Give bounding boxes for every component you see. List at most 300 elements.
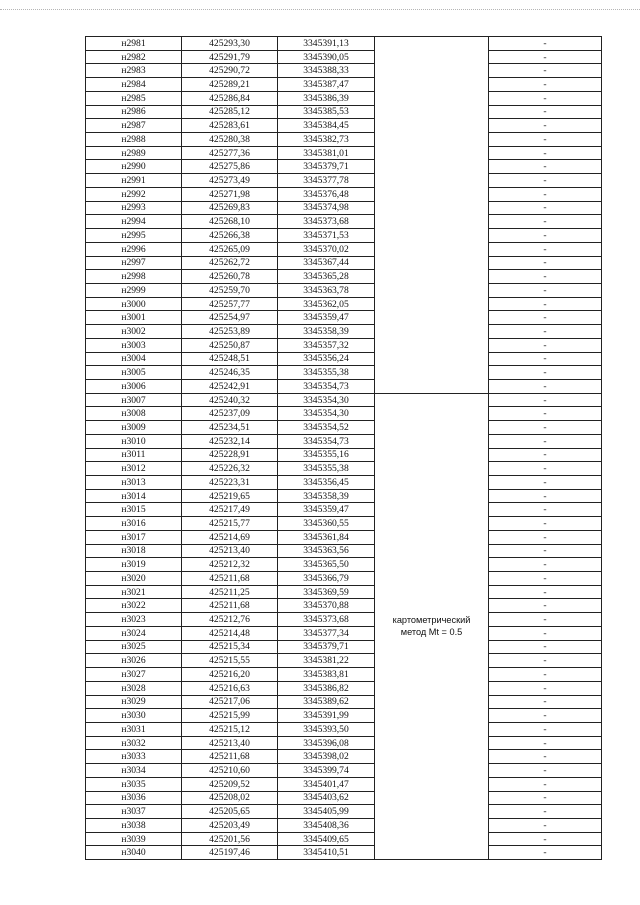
x-coordinate-cell: 425240,32 <box>182 393 278 407</box>
accuracy-cell: - <box>489 297 602 311</box>
accuracy-cell: - <box>489 407 602 421</box>
y-coordinate-cell: 3345408,36 <box>278 818 375 832</box>
x-coordinate-cell: 425211,68 <box>182 599 278 613</box>
table-row <box>86 530 602 544</box>
table-row <box>86 119 602 133</box>
y-coordinate-cell: 3345354,30 <box>278 393 375 407</box>
table-row <box>86 709 602 723</box>
table-row <box>86 37 602 51</box>
accuracy-cell: - <box>489 764 602 778</box>
table-row <box>86 558 602 572</box>
x-coordinate-cell: 425210,60 <box>182 764 278 778</box>
x-coordinate-cell: 425228,91 <box>182 448 278 462</box>
accuracy-cell: - <box>489 50 602 64</box>
x-coordinate-cell: 425273,49 <box>182 174 278 188</box>
point-id-cell: н2984 <box>86 78 182 92</box>
y-coordinate-cell: 3345386,82 <box>278 681 375 695</box>
y-coordinate-cell: 3345409,65 <box>278 832 375 846</box>
accuracy-cell: - <box>489 448 602 462</box>
point-id-cell: н3007 <box>86 393 182 407</box>
table-row <box>86 256 602 270</box>
table-row <box>86 215 602 229</box>
point-id-cell: н3013 <box>86 476 182 490</box>
y-coordinate-cell: 3345358,39 <box>278 325 375 339</box>
x-coordinate-cell: 425223,31 <box>182 476 278 490</box>
point-id-cell: н2986 <box>86 105 182 119</box>
y-coordinate-cell: 3345370,02 <box>278 242 375 256</box>
table-row <box>86 695 602 709</box>
y-coordinate-cell: 3345354,73 <box>278 379 375 393</box>
point-id-cell: н3026 <box>86 654 182 668</box>
table-row <box>86 105 602 119</box>
accuracy-cell: - <box>489 530 602 544</box>
accuracy-cell: - <box>489 352 602 366</box>
x-coordinate-cell: 425203,49 <box>182 818 278 832</box>
point-id-cell: н2993 <box>86 201 182 215</box>
point-id-cell: н2999 <box>86 283 182 297</box>
x-coordinate-cell: 425216,20 <box>182 668 278 682</box>
y-coordinate-cell: 3345405,99 <box>278 805 375 819</box>
table-row <box>86 352 602 366</box>
point-id-cell: н3038 <box>86 818 182 832</box>
accuracy-cell: - <box>489 805 602 819</box>
y-coordinate-cell: 3345387,47 <box>278 78 375 92</box>
point-id-cell: н2996 <box>86 242 182 256</box>
accuracy-cell: - <box>489 517 602 531</box>
point-id-cell: н3003 <box>86 338 182 352</box>
x-coordinate-cell: 425283,61 <box>182 119 278 133</box>
point-id-cell: н3017 <box>86 530 182 544</box>
accuracy-cell: - <box>489 421 602 435</box>
y-coordinate-cell: 3345388,33 <box>278 64 375 78</box>
x-coordinate-cell: 425260,78 <box>182 270 278 284</box>
point-id-cell: н3020 <box>86 572 182 586</box>
x-coordinate-cell: 425213,40 <box>182 544 278 558</box>
point-id-cell: н3018 <box>86 544 182 558</box>
point-id-cell: н3011 <box>86 448 182 462</box>
point-id-cell: н3040 <box>86 846 182 860</box>
point-id-cell: н2987 <box>86 119 182 133</box>
y-coordinate-cell: 3345381,22 <box>278 654 375 668</box>
table-row <box>86 681 602 695</box>
point-id-cell: н2990 <box>86 160 182 174</box>
table-row <box>86 585 602 599</box>
x-coordinate-cell: 425212,76 <box>182 613 278 627</box>
accuracy-cell: - <box>489 558 602 572</box>
y-coordinate-cell: 3345379,71 <box>278 160 375 174</box>
point-id-cell: н3027 <box>86 668 182 682</box>
point-id-cell: н3033 <box>86 750 182 764</box>
accuracy-cell: - <box>489 91 602 105</box>
accuracy-cell: - <box>489 640 602 654</box>
table-row <box>86 722 602 736</box>
accuracy-cell: - <box>489 544 602 558</box>
y-coordinate-cell: 3345356,24 <box>278 352 375 366</box>
y-coordinate-cell: 3345357,32 <box>278 338 375 352</box>
x-coordinate-cell: 425268,10 <box>182 215 278 229</box>
accuracy-cell: - <box>489 777 602 791</box>
point-id-cell: н2994 <box>86 215 182 229</box>
accuracy-cell: - <box>489 654 602 668</box>
x-coordinate-cell: 425214,48 <box>182 626 278 640</box>
x-coordinate-cell: 425271,98 <box>182 187 278 201</box>
y-coordinate-cell: 3345398,02 <box>278 750 375 764</box>
coordinates-table-body <box>86 37 602 860</box>
y-coordinate-cell: 3345354,30 <box>278 407 375 421</box>
x-coordinate-cell: 425219,65 <box>182 489 278 503</box>
y-coordinate-cell: 3345363,78 <box>278 283 375 297</box>
table-row <box>86 91 602 105</box>
x-coordinate-cell: 425253,89 <box>182 325 278 339</box>
point-id-cell: н3034 <box>86 764 182 778</box>
x-coordinate-cell: 425208,02 <box>182 791 278 805</box>
table-row <box>86 517 602 531</box>
y-coordinate-cell: 3345369,59 <box>278 585 375 599</box>
accuracy-cell: - <box>489 146 602 160</box>
accuracy-cell: - <box>489 613 602 627</box>
y-coordinate-cell: 3345358,39 <box>278 489 375 503</box>
accuracy-cell: - <box>489 379 602 393</box>
y-coordinate-cell: 3345377,78 <box>278 174 375 188</box>
table-row <box>86 393 602 407</box>
point-id-cell: н3005 <box>86 366 182 380</box>
y-coordinate-cell: 3345371,53 <box>278 229 375 243</box>
method-cell <box>375 37 489 394</box>
point-id-cell: н3030 <box>86 709 182 723</box>
y-coordinate-cell: 3345362,05 <box>278 297 375 311</box>
table-row <box>86 832 602 846</box>
table-row <box>86 311 602 325</box>
x-coordinate-cell: 425214,69 <box>182 530 278 544</box>
x-coordinate-cell: 425285,12 <box>182 105 278 119</box>
x-coordinate-cell: 425217,49 <box>182 503 278 517</box>
y-coordinate-cell: 3345381,01 <box>278 146 375 160</box>
x-coordinate-cell: 425265,09 <box>182 242 278 256</box>
x-coordinate-cell: 425246,35 <box>182 366 278 380</box>
table-row <box>86 654 602 668</box>
accuracy-cell: - <box>489 283 602 297</box>
point-id-cell: н2991 <box>86 174 182 188</box>
x-coordinate-cell: 425209,52 <box>182 777 278 791</box>
point-id-cell: н3000 <box>86 297 182 311</box>
x-coordinate-cell: 425205,65 <box>182 805 278 819</box>
y-coordinate-cell: 3345373,68 <box>278 215 375 229</box>
x-coordinate-cell: 425226,32 <box>182 462 278 476</box>
y-coordinate-cell: 3345391,13 <box>278 37 375 51</box>
accuracy-cell: - <box>489 215 602 229</box>
y-coordinate-cell: 3345384,45 <box>278 119 375 133</box>
accuracy-cell: - <box>489 585 602 599</box>
accuracy-cell: - <box>489 160 602 174</box>
point-id-cell: н3025 <box>86 640 182 654</box>
point-id-cell: н3029 <box>86 695 182 709</box>
table-row <box>86 407 602 421</box>
y-coordinate-cell: 3345401,47 <box>278 777 375 791</box>
table-row <box>86 78 602 92</box>
point-id-cell: н3006 <box>86 379 182 393</box>
point-id-cell: н3023 <box>86 613 182 627</box>
accuracy-cell: - <box>489 750 602 764</box>
table-row <box>86 283 602 297</box>
accuracy-cell: - <box>489 311 602 325</box>
y-coordinate-cell: 3345391,99 <box>278 709 375 723</box>
y-coordinate-cell: 3345377,34 <box>278 626 375 640</box>
table-row <box>86 50 602 64</box>
point-id-cell: н3010 <box>86 434 182 448</box>
table-row <box>86 777 602 791</box>
x-coordinate-cell: 425217,06 <box>182 695 278 709</box>
y-coordinate-cell: 3345365,50 <box>278 558 375 572</box>
y-coordinate-cell: 3345359,47 <box>278 503 375 517</box>
x-coordinate-cell: 425197,46 <box>182 846 278 860</box>
x-coordinate-cell: 425275,86 <box>182 160 278 174</box>
y-coordinate-cell: 3345389,62 <box>278 695 375 709</box>
table-row <box>86 846 602 860</box>
accuracy-cell: - <box>489 133 602 147</box>
accuracy-cell: - <box>489 736 602 750</box>
accuracy-cell: - <box>489 599 602 613</box>
y-coordinate-cell: 3345359,47 <box>278 311 375 325</box>
table-row <box>86 764 602 778</box>
accuracy-cell: - <box>489 476 602 490</box>
accuracy-cell: - <box>489 668 602 682</box>
table-row <box>86 750 602 764</box>
accuracy-cell: - <box>489 709 602 723</box>
point-id-cell: н2997 <box>86 256 182 270</box>
y-coordinate-cell: 3345355,38 <box>278 366 375 380</box>
point-id-cell: н3035 <box>86 777 182 791</box>
x-coordinate-cell: 425293,30 <box>182 37 278 51</box>
table-row <box>86 174 602 188</box>
table-row <box>86 201 602 215</box>
accuracy-cell: - <box>489 201 602 215</box>
x-coordinate-cell: 425215,12 <box>182 722 278 736</box>
table-row <box>86 146 602 160</box>
point-id-cell: н2985 <box>86 91 182 105</box>
table-row <box>86 434 602 448</box>
table-row <box>86 270 602 284</box>
x-coordinate-cell: 425201,56 <box>182 832 278 846</box>
point-id-cell: н2983 <box>86 64 182 78</box>
point-id-cell: н2989 <box>86 146 182 160</box>
y-coordinate-cell: 3345366,79 <box>278 572 375 586</box>
accuracy-cell: - <box>489 503 602 517</box>
accuracy-cell: - <box>489 78 602 92</box>
table-row <box>86 64 602 78</box>
x-coordinate-cell: 425254,97 <box>182 311 278 325</box>
table-row <box>86 462 602 476</box>
table-row <box>86 476 602 490</box>
y-coordinate-cell: 3345354,52 <box>278 421 375 435</box>
y-coordinate-cell: 3345365,28 <box>278 270 375 284</box>
x-coordinate-cell: 425289,21 <box>182 78 278 92</box>
table-row <box>86 325 602 339</box>
accuracy-cell: - <box>489 325 602 339</box>
point-id-cell: н3039 <box>86 832 182 846</box>
accuracy-cell: - <box>489 119 602 133</box>
accuracy-cell: - <box>489 572 602 586</box>
y-coordinate-cell: 3345373,68 <box>278 613 375 627</box>
x-coordinate-cell: 425211,68 <box>182 750 278 764</box>
y-coordinate-cell: 3345410,51 <box>278 846 375 860</box>
point-id-cell: н2995 <box>86 229 182 243</box>
point-id-cell: н3019 <box>86 558 182 572</box>
accuracy-cell: - <box>489 174 602 188</box>
y-coordinate-cell: 3345354,73 <box>278 434 375 448</box>
point-id-cell: н3022 <box>86 599 182 613</box>
accuracy-cell: - <box>489 462 602 476</box>
table-row <box>86 503 602 517</box>
accuracy-cell: - <box>489 791 602 805</box>
accuracy-cell: - <box>489 818 602 832</box>
y-coordinate-cell: 3345360,55 <box>278 517 375 531</box>
table-row <box>86 338 602 352</box>
method-text-line: метод Mt = 0.5 <box>400 627 463 638</box>
point-id-cell: н3036 <box>86 791 182 805</box>
x-coordinate-cell: 425212,32 <box>182 558 278 572</box>
accuracy-cell: - <box>489 338 602 352</box>
x-coordinate-cell: 425259,70 <box>182 283 278 297</box>
table-row <box>86 229 602 243</box>
point-id-cell: н3009 <box>86 421 182 435</box>
y-coordinate-cell: 3345355,16 <box>278 448 375 462</box>
x-coordinate-cell: 425286,84 <box>182 91 278 105</box>
x-coordinate-cell: 425291,79 <box>182 50 278 64</box>
x-coordinate-cell: 425242,91 <box>182 379 278 393</box>
x-coordinate-cell: 425211,25 <box>182 585 278 599</box>
x-coordinate-cell: 425215,77 <box>182 517 278 531</box>
x-coordinate-cell: 425215,99 <box>182 709 278 723</box>
table-row <box>86 736 602 750</box>
table-row <box>86 242 602 256</box>
table-row <box>86 421 602 435</box>
accuracy-cell: - <box>489 722 602 736</box>
point-id-cell: н3016 <box>86 517 182 531</box>
y-coordinate-cell: 3345382,73 <box>278 133 375 147</box>
accuracy-cell: - <box>489 242 602 256</box>
table-row <box>86 668 602 682</box>
y-coordinate-cell: 3345376,48 <box>278 187 375 201</box>
accuracy-cell: - <box>489 366 602 380</box>
point-id-cell: н2982 <box>86 50 182 64</box>
y-coordinate-cell: 3345374,98 <box>278 201 375 215</box>
y-coordinate-cell: 3345386,39 <box>278 91 375 105</box>
table-row <box>86 160 602 174</box>
y-coordinate-cell: 3345361,84 <box>278 530 375 544</box>
accuracy-cell: - <box>489 37 602 51</box>
y-coordinate-cell: 3345385,53 <box>278 105 375 119</box>
y-coordinate-cell: 3345396,08 <box>278 736 375 750</box>
table-row <box>86 366 602 380</box>
y-coordinate-cell: 3345356,45 <box>278 476 375 490</box>
x-coordinate-cell: 425290,72 <box>182 64 278 78</box>
point-id-cell: н3032 <box>86 736 182 750</box>
accuracy-cell: - <box>489 434 602 448</box>
x-coordinate-cell: 425216,63 <box>182 681 278 695</box>
x-coordinate-cell: 425248,51 <box>182 352 278 366</box>
y-coordinate-cell: 3345363,56 <box>278 544 375 558</box>
y-coordinate-cell: 3345403,62 <box>278 791 375 805</box>
x-coordinate-cell: 425257,77 <box>182 297 278 311</box>
page-top-rule <box>0 9 640 10</box>
point-id-cell: н3028 <box>86 681 182 695</box>
accuracy-cell: - <box>489 256 602 270</box>
table-row <box>86 489 602 503</box>
y-coordinate-cell: 3345399,74 <box>278 764 375 778</box>
y-coordinate-cell: 3345390,05 <box>278 50 375 64</box>
point-id-cell: н2998 <box>86 270 182 284</box>
x-coordinate-cell: 425232,14 <box>182 434 278 448</box>
x-coordinate-cell: 425234,51 <box>182 421 278 435</box>
table-row <box>86 297 602 311</box>
point-id-cell: н3012 <box>86 462 182 476</box>
point-id-cell: н2988 <box>86 133 182 147</box>
method-cell <box>375 393 489 859</box>
accuracy-cell: - <box>489 270 602 284</box>
x-coordinate-cell: 425280,38 <box>182 133 278 147</box>
x-coordinate-cell: 425269,83 <box>182 201 278 215</box>
point-id-cell: н3015 <box>86 503 182 517</box>
method-text-line: картометрический <box>392 615 471 626</box>
y-coordinate-cell: 3345393,50 <box>278 722 375 736</box>
point-id-cell: н2981 <box>86 37 182 51</box>
accuracy-cell: - <box>489 64 602 78</box>
point-id-cell: н3021 <box>86 585 182 599</box>
y-coordinate-cell: 3345383,81 <box>278 668 375 682</box>
point-id-cell: н3031 <box>86 722 182 736</box>
x-coordinate-cell: 425262,72 <box>182 256 278 270</box>
table-row <box>86 379 602 393</box>
accuracy-cell: - <box>489 187 602 201</box>
x-coordinate-cell: 425215,55 <box>182 654 278 668</box>
table-row <box>86 133 602 147</box>
x-coordinate-cell: 425211,68 <box>182 572 278 586</box>
table-row <box>86 640 602 654</box>
point-id-cell: н3008 <box>86 407 182 421</box>
accuracy-cell: - <box>489 105 602 119</box>
x-coordinate-cell: 425250,87 <box>182 338 278 352</box>
y-coordinate-cell: 3345367,44 <box>278 256 375 270</box>
table-row <box>86 626 602 640</box>
accuracy-cell: - <box>489 832 602 846</box>
accuracy-cell: - <box>489 489 602 503</box>
coordinates-table <box>85 36 602 860</box>
table-row <box>86 791 602 805</box>
accuracy-cell: - <box>489 681 602 695</box>
point-id-cell: н2992 <box>86 187 182 201</box>
accuracy-cell: - <box>489 229 602 243</box>
accuracy-cell: - <box>489 393 602 407</box>
point-id-cell: н3037 <box>86 805 182 819</box>
accuracy-cell: - <box>489 695 602 709</box>
table-row <box>86 544 602 558</box>
point-id-cell: н3001 <box>86 311 182 325</box>
x-coordinate-cell: 425237,09 <box>182 407 278 421</box>
x-coordinate-cell: 425277,36 <box>182 146 278 160</box>
table-row <box>86 613 602 627</box>
y-coordinate-cell: 3345355,38 <box>278 462 375 476</box>
table-row <box>86 572 602 586</box>
point-id-cell: н3024 <box>86 626 182 640</box>
point-id-cell: н3002 <box>86 325 182 339</box>
x-coordinate-cell: 425266,38 <box>182 229 278 243</box>
accuracy-cell: - <box>489 626 602 640</box>
y-coordinate-cell: 3345379,71 <box>278 640 375 654</box>
table-row <box>86 818 602 832</box>
point-id-cell: н3014 <box>86 489 182 503</box>
x-coordinate-cell: 425215,34 <box>182 640 278 654</box>
table-row <box>86 599 602 613</box>
